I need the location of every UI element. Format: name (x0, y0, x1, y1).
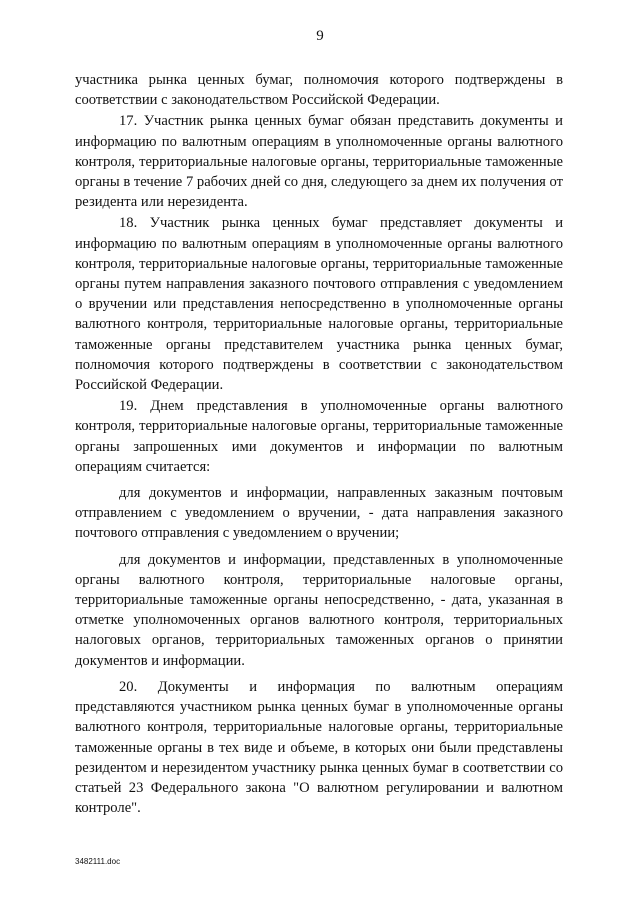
page-number: 9 (316, 28, 324, 44)
paragraph-19-item-mail: для документов и информации, направленных заказным почтовым отправлением с уведомлением о вручении, - дата направления заказного почтового отправления с уведомлением о вручении; (75, 485, 563, 542)
document-body (75, 70, 563, 819)
paragraph-continuation: участника рынка ценных бумаг, полномочия которого подтверждены в соответствии с законодательством Российской Федерации. (75, 72, 563, 109)
file-name-footer: 3482111.doc (75, 857, 121, 866)
paragraph-18: 18. Участник рынка ценных бумаг представляет документы и информацию по валютным операциям в уполномоченные органы валютного контроля, территориальные налоговые органы, территориальные таможенные органы путем направления заказного почтового отправления с уведомлением о вручении или представления непосредственно в уполномоченные органы валютного контроля, территориальные налоговые органы, территориальные таможенные органы представителем участника рынка ценных бумаг, полномочия которого подтверждены в соответствии с законодательством Российской Федерации. (75, 215, 563, 394)
paragraph-20: 20. Документы и информация по валютным операциям представляются участником рынка ценных бумаг в уполномоченные органы валютного контроля, территориальные налоговые органы, территориальные таможенные органы в тех виде и объеме, в которых они были представлены резидентом и нерезидентом участнику рынка ценных бумаг в соответствии со статьей 23 Федерального закона "О валютном регулировании и валютном контроле". (75, 678, 563, 817)
paragraph-17: 17. Участник рынка ценных бумаг обязан представить документы и информацию по валютным операциям в уполномоченные органы валютного контроля, территориальные налоговые органы, территориальные таможенные органы в течение 7 рабочих дней со дня, следующего за днем их получения от резидента или нерезидента. (75, 113, 563, 211)
paragraph-19-item-direct: для документов и информации, представленных в уполномоченные органы валютного контроля, территориальные налоговые органы, территориальные таможенные органы непосредственно, - дата, указанная в отметке уполномоченных органов валютного контроля, территориальных налоговых органов, территориальных таможенных органов о принятии документов и информации. (75, 551, 563, 669)
paragraph-19: 19. Днем представления в уполномоченные органы валютного контроля, территориальные налоговые органы, территориальные таможенные органы запрошенных ими документов и информации по валютным операциям считается: (75, 398, 563, 475)
